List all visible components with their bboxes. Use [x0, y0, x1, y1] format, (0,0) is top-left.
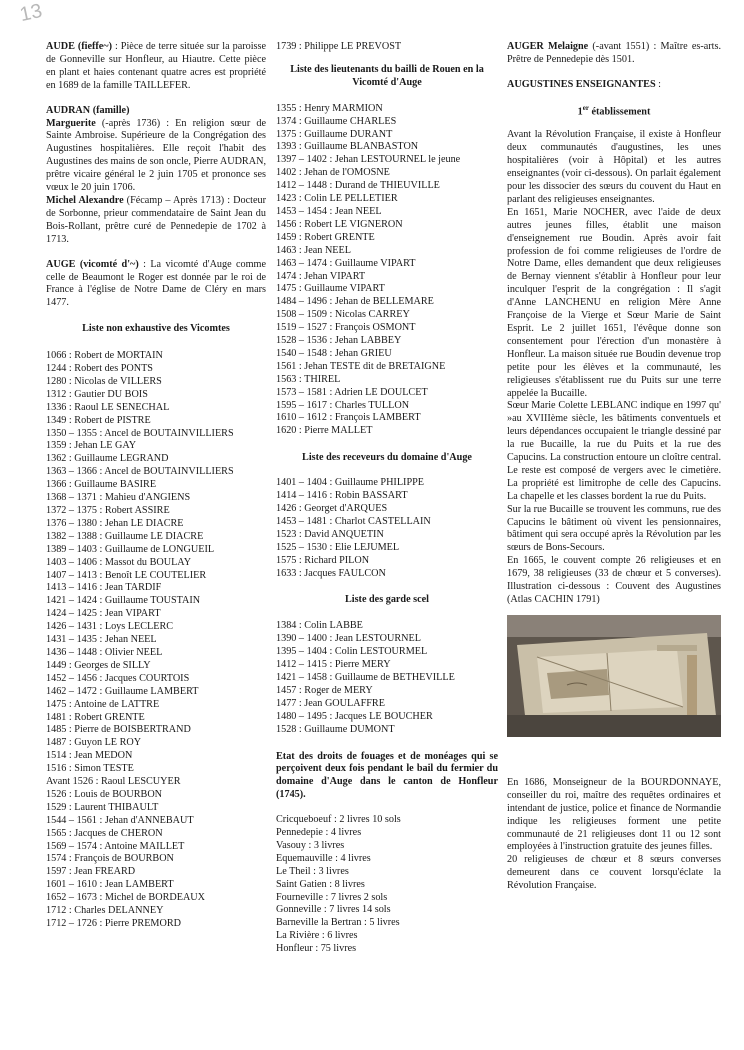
vicomte-item: 1312 : Gautier DU BOIS: [46, 388, 148, 400]
vicomte-item: 1350 – 1355 : Ancel de BOUTAINVILLIERS: [46, 427, 234, 439]
subheading-etablissement: [507, 102, 721, 119]
entry-heading: AUDE (fieffe~): [46, 41, 112, 52]
droit-item: La Rivière : 6 livres: [276, 930, 358, 942]
lieutenant-item: 1456 : Robert LE VIGNERON: [276, 218, 403, 230]
vicomte-item: 1424 – 1425 : Jean VIPART: [46, 608, 161, 620]
page-number: 13: [17, 0, 45, 27]
receveur-item: 1414 – 1416 : Robin BASSART: [276, 490, 408, 502]
lieutenant-item: 1459 : Robert GRENTE: [276, 231, 375, 243]
etat-heading: Etat des droits de fouages et de monéages qui se perçoivent deux fois pendant le bail du fermier du domaine d'Auge dans le canton de Honfleur (1745).: [276, 750, 498, 801]
column-2: [276, 41, 498, 956]
entry-aude: [46, 41, 266, 93]
vicomte-item: 1597 : Jean FREARD: [46, 866, 136, 878]
lieutenant-item: 1375 : Guillaume DURANT: [276, 128, 393, 140]
vicomte-item: 1574 : François de BOURBON: [46, 853, 174, 865]
lieutenant-item: 1484 – 1496 : Jehan de BELLEMARE: [276, 296, 434, 308]
lieutenant-item: 1423 : Colin LE PELLETIER: [276, 193, 398, 205]
droit-item: Pennedepie : 4 livres: [276, 827, 362, 839]
vicomte-item: 1712 – 1726 : Pierre PREMORD: [46, 918, 181, 929]
vicomte-item: 1407 – 1413 : Benoît LE COUTELIER: [46, 569, 207, 581]
vicomte-item: 1382 – 1388 : Guillaume LE DIACRE: [46, 530, 204, 542]
vicomte-item: 1363 – 1366 : Ancel de BOUTAINVILLIERS: [46, 466, 234, 478]
paragraph: En 1686, Monseigneur de la BOURDONNAYE, conseiller du roi, maître des requêtes ordinaires et intendant de justice, police et finance de Normandie indique les religieuses forment une petite communauté de 21 religieuses dont 11 ou 12 sont employées à l'instruction gratuite des jeunes filles.: [507, 776, 721, 853]
lieutenant-item: 1519 – 1527 : François OSMONT: [276, 322, 416, 334]
vicomte-item: 1376 – 1380 : Jehan LE DIACRE: [46, 517, 184, 529]
vicomte-item: 1452 – 1456 : Jacques COURTOIS: [46, 672, 190, 684]
lieutenant-item: 1474 : Jehan VIPART: [276, 270, 366, 282]
lieutenant-item: 1402 : Jehan de l'OMOSNE: [276, 167, 390, 179]
droit-item: Equemauville : 4 livres: [276, 852, 371, 864]
receveur-item: 1525 – 1530 : Elie LEJUMEL: [276, 541, 400, 553]
entry-auge: [46, 259, 266, 311]
vicomte-item: 1565 : Jacques de CHERON: [46, 827, 163, 839]
droit-item: Saint Gatien : 8 livres: [276, 878, 365, 890]
vicomte-item: 1481 : Robert GRENTE: [46, 711, 145, 723]
vicomte-item: 1372 – 1375 : Robert ASSIRE: [46, 505, 170, 516]
garde-scel-item: 1412 – 1415 : Pierre MERY: [276, 659, 391, 671]
vicomte-item: 1436 – 1448 : Olivier NEEL: [46, 646, 163, 658]
vicomte-item: 1544 – 1561 : Jehan d'ANNEBAUT: [46, 814, 194, 826]
droit-item: Cricqueboeuf : 2 livres 10 sols: [276, 814, 401, 826]
entry-text: (Fécamp – Après 1713) : Docteur de Sorbonne, prieur commendataire de Saint Jean du Bois-Rollant, prêtre curé de Pennedepie de 1702 à 1713.: [46, 194, 266, 245]
vicomtes-list: [46, 350, 266, 931]
subheading-number: 1: [577, 106, 583, 118]
vicomte-item: 1366 : Guillaume BASIRE: [46, 479, 157, 491]
garde-scel-item: 1390 – 1400 : Jean LESTOURNEL: [276, 633, 421, 645]
vicomte-item: 1569 – 1574 : Antoine MAILLET: [46, 840, 185, 852]
vicomte-item: 1359 : Jehan LE GAY: [46, 440, 137, 452]
garde-scel-item: 1384 : Colin LABBE: [276, 620, 363, 632]
list-item: 1739 : Philippe LE PREVOST: [276, 41, 402, 52]
vicomte-item: 1475 : Antoine de LATTRE: [46, 698, 160, 710]
droit-item: Honfleur : 75 livres: [276, 943, 357, 955]
lieutenant-item: 1573 – 1581 : Adrien LE DOULCET: [276, 386, 428, 398]
lieutenant-item: 1620 : Pierre MALLET: [276, 425, 373, 437]
vicomte-item: 1389 – 1403 : Guillaume de LONGUEIL: [46, 543, 215, 555]
vicomte-item: 1601 – 1610 : Jean LAMBERT: [46, 879, 174, 891]
lieutenants-heading: Liste des lieutenants du bailli de Rouen en la Vicomté d'Auge: [290, 63, 484, 88]
garde-scel-item: 1457 : Roger de MERY: [276, 684, 373, 696]
entry-auger: [507, 41, 721, 67]
entry-text: : Pièce de terre située sur la paroisse de Gonneville sur Honfleur, au Hiautre. Cette pièce en plant et haies contenant quatre acres est propriété en 1689 de la famille TAILLEFER.: [46, 41, 266, 91]
lieutenant-item: 1540 – 1548 : Jehan GRIEU: [276, 347, 392, 359]
entry-audran-marguerite: [46, 118, 266, 195]
augustines-paragraphs-after: [507, 777, 721, 893]
vicomte-item: 1516 : Simon TESTE: [46, 763, 134, 775]
paragraph: En 1665, le couvent compte 26 religieuses et en 1679, 38 religieuses (33 de chœur et 5 converses). Illustration ci-dessous : Couvent des Augustines (Atlas CACHIN 1791): [507, 555, 721, 606]
vicomte-item: 1529 : Laurent THIBAULT: [46, 801, 159, 813]
vicomte-item: 1449 : Georges de SILLY: [46, 659, 151, 671]
lieutenant-item: 1528 – 1536 : Jehan LABBEY: [276, 335, 402, 347]
receveur-item: 1575 : Richard PILON: [276, 554, 370, 566]
vicomte-item: 1368 – 1371 : Mahieu d'ANGIENS: [46, 492, 191, 504]
entry-heading-audran: AUDRAN (famille): [46, 104, 130, 116]
receveur-item: 1633 : Jacques FAULCON: [276, 567, 386, 579]
vicomtes-heading: Liste non exhaustive des Vicomtes: [82, 323, 230, 335]
garde-scel-item: 1421 – 1458 : Guillaume de BETHEVILLE: [276, 671, 455, 683]
lieutenant-item: 1563 : THIREL: [276, 373, 341, 385]
droit-item: Fourneville : 7 livres 2 sols: [276, 891, 388, 903]
receveurs-list: [276, 477, 498, 580]
lieutenant-item: 1397 – 1402 : Jehan LESTOURNEL le jeune: [276, 154, 461, 166]
receveur-item: 1453 – 1481 : Charlot CASTELLAIN: [276, 515, 431, 527]
receveurs-heading: Liste des receveurs du domaine d'Auge: [302, 452, 472, 464]
entry-heading: AUGE (vicomté d'~): [46, 258, 139, 270]
vicomte-item: 1487 : Guyon LE ROY: [46, 737, 142, 749]
augustines-paragraphs: [507, 129, 721, 607]
paragraph: 20 religieuses de chœur et 8 sœurs converses demeurent dans ce couvent lorsqu'éclate la Révolution Française.: [507, 854, 721, 892]
vicomte-item: 1652 – 1673 : Michel de BORDEAUX: [46, 892, 206, 904]
paragraph: Sur la rue Bucaille se trouvent les communs, rue des Capucins le bâtiment où vivent les pensionnaires, bâtiment qui sera occupé après la Révolution par les sœurs de Bons-Secours.: [507, 503, 721, 554]
lieutenant-item: 1561 : Jehan TESTE dit de BRETAIGNE: [276, 360, 446, 372]
lieutenant-item: 1508 – 1509 : Nicolas CARREY: [276, 309, 410, 321]
entry-heading: AUGUSTINES ENSEIGNANTES: [507, 78, 656, 90]
garde-scel-item: 1528 : Guillaume DUMONT: [276, 723, 395, 735]
lieutenant-item: 1355 : Henry MARMION: [276, 102, 383, 114]
receveur-item: 1426 : Georget d'ARQUES: [276, 503, 388, 514]
vicomte-item: 1066 : Robert de MORTAIN: [46, 350, 163, 362]
column-1: [46, 41, 266, 931]
paragraph: En 1651, Marie NOCHER, avec l'aide de deux autres jeunes filles, établit une maison d'enseignement rue Boudin. Après avoir fait profession de foi comme religieuses de l'ordre de Notre Dame, elles demandent que deux religieuses de Bernay viennent s'établir à Honfleur pour leur inculquer l'esprit de la congrégation : Il s'agit d'Anne LANCHENU en religion Mère Anne Françoise de la Vierge et Sœur Marie de Saint Esprit. Le 2 juillet 1651, l'évêque donne son consentement pour l'érection d'un monastère à Honfleur. La maison située rue Boudin devenue trop petite pour les élèves et la communauté, les religieuses s'établissent rue du Puits sur une terre appelée la Bucaille.: [507, 206, 721, 399]
vicomte-item: 1280 : Nicolas de VILLERS: [46, 375, 162, 387]
subheading-text: établissement: [588, 106, 651, 118]
lieutenant-item: 1463 – 1474 : Guillaume VIPART: [276, 257, 416, 269]
lieutenant-item: 1412 – 1448 : Durand de THIEUVILLE: [276, 180, 440, 192]
vicomte-item: 1431 – 1435 : Jehan NEEL: [46, 634, 157, 646]
garde-scel-item: 1477 : Jean GOULAFFRE: [276, 697, 385, 709]
person-name: Michel Alexandre: [46, 194, 124, 206]
vicomte-item: 1514 : Jean MEDON: [46, 750, 133, 762]
paragraph: Sœur Marie Colette LEBLANC indique en 1997 qu' »au XVIIIème siècle, les bâtiments conventuels et leurs dépendances occupaient le triangle dessiné par la rue Bucaille, la rue du Puits et la rue des Capucins. La construction entoure un cloître central. Le reste est composé de vergers avec le cimetière. La propriété est limitrophe de celle des Capucins. La chapelle et les classes bordent la rue du Puits.: [507, 400, 721, 502]
vicomte-item: 1485 : Pierre de BOISBERTRAND: [46, 724, 191, 736]
entry-augustines: [507, 79, 721, 92]
vicomte-item: 1426 – 1431 : Loys LECLERC: [46, 621, 174, 633]
garde-scel-heading: Liste des garde scel: [344, 594, 430, 606]
garde-scel-list: [276, 620, 498, 736]
vicomte-item: 1712 : Charles DELANNEY: [46, 905, 164, 917]
lieutenant-item: 1453 – 1454 : Jean NEEL: [276, 205, 382, 217]
heading-suffix: :: [655, 78, 662, 90]
lieutenant-item: 1393 : Guillaume BLANBASTON: [276, 141, 419, 153]
vicomte-item: 1421 – 1424 : Guillaume TOUSTAIN: [46, 595, 201, 607]
lieutenants-list: [276, 103, 498, 439]
vicomte-item: 1413 – 1416 : Jean TARDIF: [46, 582, 162, 594]
lieutenant-item: 1475 : Guillaume VIPART: [276, 283, 385, 295]
lieutenant-item: 1595 – 1617 : Charles TULLON: [276, 399, 410, 411]
lieutenant-item: 1374 : Guillaume CHARLES: [276, 115, 397, 127]
vicomte-item: 1336 : Raoul LE SENECHAL: [46, 401, 170, 413]
garde-scel-item: 1395 – 1404 : Colin LESTOURMEL: [276, 646, 428, 658]
garde-scel-item: 1480 – 1495 : Jacques LE BOUCHER: [276, 710, 433, 722]
entry-text: (-après 1736) : En religion sœur de Sainte Ambroise. Supérieure de la Congrégation des Augustines hospitalières. Elle reçoit l'habit des Augustines des mains de son oncle, Pierre AUDRAN, prêtre vicaire général le 2 juin 1705 et prononce ses vœux le 20 juin 1706.: [46, 117, 266, 194]
receveur-item: 1401 – 1404 : Guillaume PHILIPPE: [276, 477, 424, 489]
entry-text: : La vicomté d'Auge comme celle de Beaumont le Roger est donnée par le roi de France à l'église de Notre Dame de Cléry en mars 1477.: [46, 258, 266, 309]
entry-audran-michel: [46, 195, 266, 247]
lieutenant-item: 1463 : Jean NEEL: [276, 244, 351, 256]
vicomte-item: 1244 : Robert des PONTS: [46, 363, 153, 375]
vicomte-item: 1362 : Guillaume LEGRAND: [46, 453, 169, 465]
entry-heading: AUGER Melaigne: [507, 41, 589, 52]
droit-item: Vasouy : 3 livres: [276, 839, 345, 851]
vicomte-item: 1462 – 1472 : Guillaume LAMBERT: [46, 685, 199, 697]
vicomte-item: 1526 : Louis de BOURBON: [46, 788, 163, 800]
couvent-illustration: [507, 615, 721, 737]
vicomte-item: 1349 : Robert de PISTRE: [46, 414, 151, 426]
droits-list: [276, 814, 498, 956]
droit-item: Gonneville : 7 livres 14 sols: [276, 904, 391, 916]
couvent-map-image: [507, 615, 721, 737]
subheading-sup: er: [582, 103, 589, 112]
vicomte-item: Avant 1526 : Raoul LESCUYER: [46, 776, 181, 788]
column-3: [507, 41, 721, 893]
lieutenant-item: 1610 – 1612 : François LAMBERT: [276, 412, 421, 424]
receveur-item: 1523 : David ANQUETIN: [276, 528, 384, 540]
vicomte-item: 1403 – 1406 : Massot du BOULAY: [46, 556, 192, 568]
droit-item: Le Theil : 3 livres: [276, 865, 349, 877]
paragraph: Avant la Révolution Française, il existe à Honfleur deux communautés d'augustines, les unes hospitalières (voir à Hôpital) et les autres enseignantes (voir ci-dessous). On parlait également pour les dissocier des sœurs du couvent du Haut en parlant des religieuses enseignantes.: [507, 129, 721, 205]
droit-item: Barneville la Bertran : 5 livres: [276, 917, 400, 929]
entry-text: (-avant 1551) : Maître es-arts. Prêtre de Pennedepie dès 1501.: [507, 41, 722, 65]
person-name: Marguerite: [46, 117, 96, 129]
